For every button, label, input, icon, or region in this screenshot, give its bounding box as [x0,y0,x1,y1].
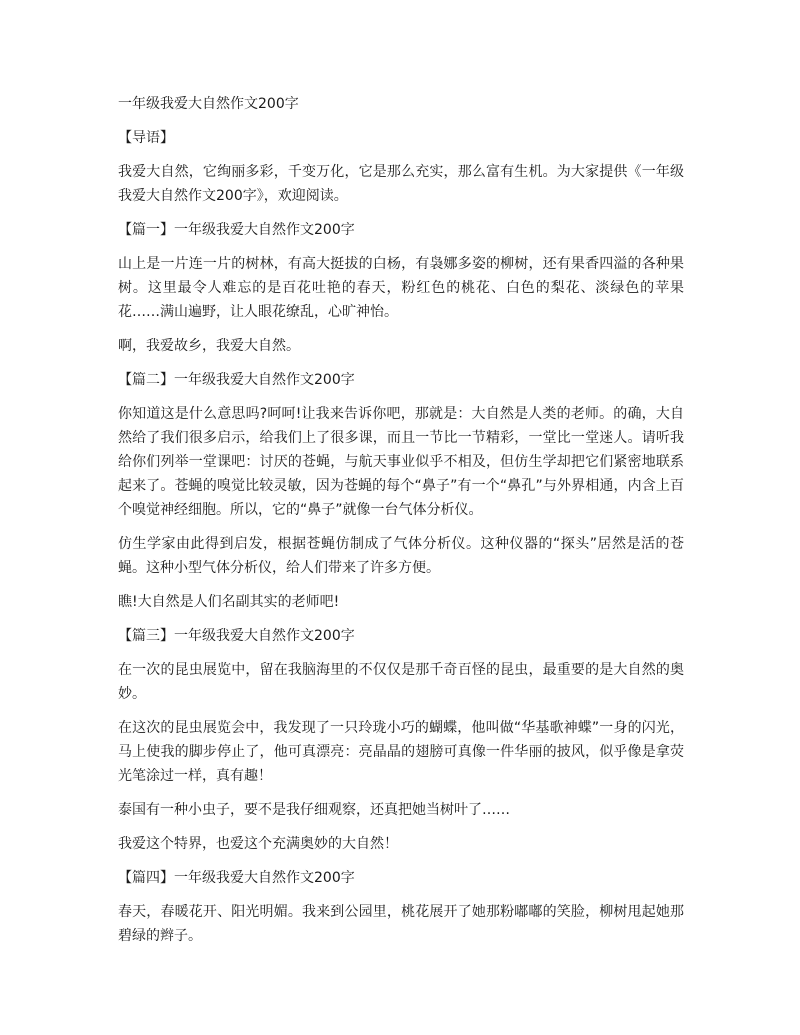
section-2-paragraph-3: 瞧!大自然是人们名副其实的老师吧! [118,594,340,610]
section-1-paragraph-2: 啊，我爱故乡，我爱大自然。 [118,338,300,354]
section-1-paragraph-1: 山上是一片连一片的树林，有高大挺拔的白杨，有袅娜多姿的柳树，还有果香四溢的各种果树。这里最令人难忘的是百花吐艳的春天，粉红色的桃花、白色的梨花、淡绿色的苹果花……满山遍野，让人眼花缭乱，心旷神怡。 [118,256,684,320]
section-4-heading: 【篇四】一年级我爱大自然作文200字 [118,870,355,886]
intro-paragraph: 我爱大自然，它绚丽多彩，千变万化，它是那么充实，那么富有生机。为大家提供《一年级我爱大自然作文200字》，欢迎阅读。 [118,164,684,204]
section-3-heading: 【篇三】一年级我爱大自然作文200字 [118,628,355,644]
document-title: 一年级我爱大自然作文200字 [118,96,299,112]
section-1-heading: 【篇一】一年级我爱大自然作文200字 [118,222,355,238]
section-3-paragraph-3: 泰国有一种小虫子，要不是我仔细观察，还真把她当树叶了…… [118,802,510,818]
section-2-heading: 【篇二】一年级我爱大自然作文200字 [118,372,355,388]
section-3-paragraph-4: 我爱这个特界，也爱这个充满奥妙的大自然！ [118,836,398,852]
section-2-paragraph-1: 你知道这是什么意思吗?呵呵!让我来告诉你吧，那就是：大自然是人类的老师。的确，大自然给了我们很多启示，给我们上了很多课，而且一节比一节精彩，一堂比一堂迷人。请听我给你们列举一堂课吧：讨厌的苍蝇，与航天事业似乎不相及，但仿生学却把它们紧密地联系起来了。苍蝇的嗅觉比较灵敏，因为苍蝇的每个“鼻子”有一个“鼻孔”与外界相通，内含上百个嗅觉神经细胞。所以，它的“鼻子”就像一台气体分析仪。 [118,406,684,518]
document-page [118,92,684,958]
section-2-paragraph-2: 仿生学家由此得到启发，根据苍蝇仿制成了气体分析仪。这种仪器的“探头”居然是活的苍蝇。这种小型气体分析仪，给人们带来了许多方便。 [118,536,684,576]
intro-heading: 【导语】 [118,130,174,146]
section-3-paragraph-1: 在一次的昆虫展览中，留在我脑海里的不仅仅是那千奇百怪的昆虫，最重要的是大自然的奥妙。 [118,662,684,702]
section-4-paragraph-1: 春天，春暖花开、阳光明媚。我来到公园里，桃花展开了她那粉嘟嘟的笑脸，柳树甩起她那碧绿的辫子。 [118,904,684,944]
section-3-paragraph-2: 在这次的昆虫展览会中，我发现了一只玲珑小巧的蝴蝶，他叫做“华基歌神蝶”一身的闪光，马上使我的脚步停止了，他可真漂亮：亮晶晶的翅膀可真像一件华丽的披风，似乎像是拿荧光笔涂过一样，真有趣！ [118,720,684,784]
